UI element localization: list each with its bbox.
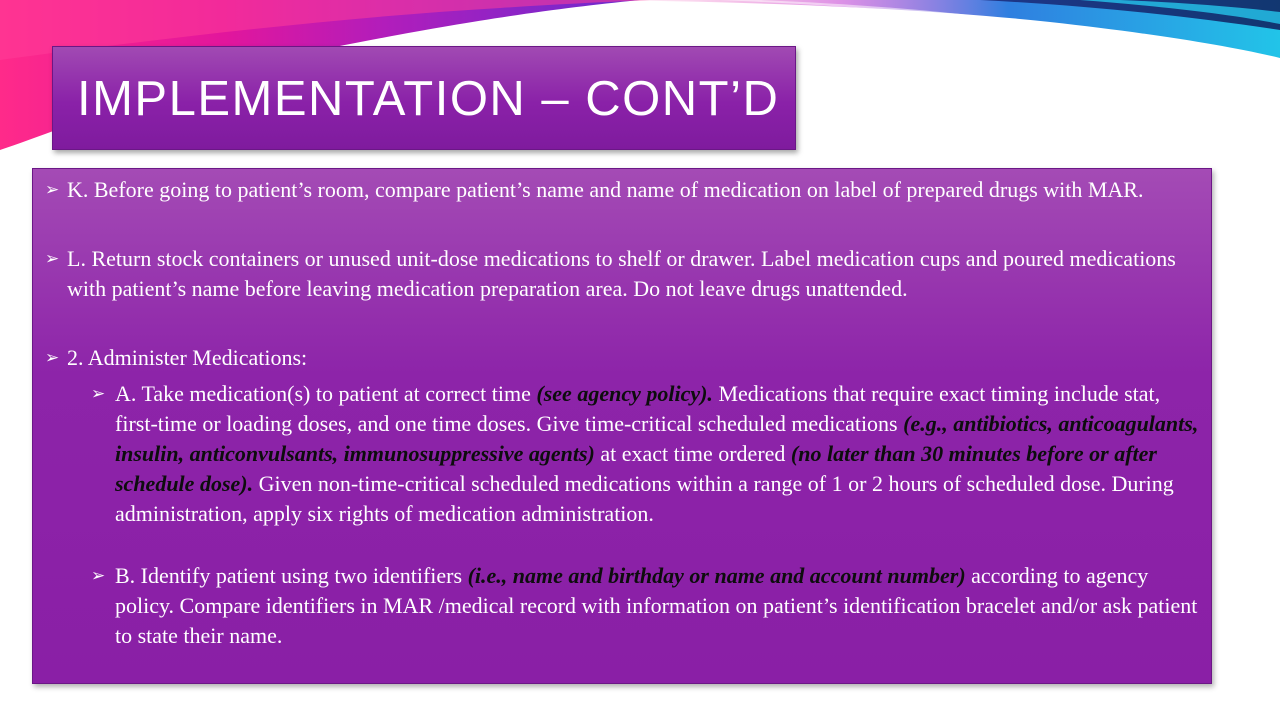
text-run: B. Identify patient using two identifiers — [115, 563, 468, 588]
sub-bullet-b-text — [91, 561, 1203, 651]
bullet-k — [45, 175, 1195, 205]
arrow-bullet-icon: ➢ — [45, 249, 60, 269]
arrow-bullet-icon: ➢ — [91, 384, 106, 404]
arrow-bullet-icon: ➢ — [45, 348, 60, 368]
bullet-k-text: K. Before going to patient’s room, compare patient’s name and name of medication on label of prepared drugs with MAR. — [67, 177, 1144, 202]
text-run: Given non-time-critical scheduled medications within a range of 1 or 2 hours of scheduled dose. During administration, apply six rights of medication administration. — [115, 471, 1174, 526]
text-run: at exact time ordered — [594, 441, 791, 466]
emphasis-run: (no later than 30 minutes before or after schedule dose). — [115, 441, 1157, 496]
text-run: A. Take medication(s) to patient at correct time — [115, 381, 537, 406]
bullet-administer-text: 2. Administer Medications: — [67, 345, 308, 370]
text-run: according to agency policy. Compare identifiers in MAR /medical record with information on patient’s identification bracelet and/or ask patient to state their name. — [115, 563, 1198, 648]
emphasis-run: (see agency policy). — [536, 381, 713, 406]
title-banner — [52, 46, 796, 150]
sub-bullet-a — [91, 379, 1203, 529]
bullet-l-text: L. Return stock containers or unused unit-dose medications to shelf or drawer. Label medication cups and poured medications with patient’s name before leaving medication preparation area. Do not leave drugs unattended. — [67, 246, 1176, 301]
arrow-bullet-icon: ➢ — [45, 180, 60, 200]
sub-bullet-a-text — [91, 379, 1203, 529]
bullet-l — [45, 244, 1195, 304]
content-panel — [32, 168, 1212, 684]
slide-title: IMPLEMENTATION – CONT’D — [77, 72, 780, 126]
emphasis-run: (i.e., name and birthday or name and account number) — [467, 563, 966, 588]
text-run: Medications that require exact timing include stat, first-time or loading doses, and one time doses. Give time-critical scheduled medications — [115, 381, 1161, 436]
arrow-bullet-icon: ➢ — [91, 566, 106, 586]
bullet-administer — [45, 343, 1195, 373]
sub-bullet-b — [91, 561, 1203, 651]
emphasis-run: (e.g., antibiotics, anticoagulants, insulin, anticonvulsants, immunosuppressive agents) — [115, 411, 1199, 466]
